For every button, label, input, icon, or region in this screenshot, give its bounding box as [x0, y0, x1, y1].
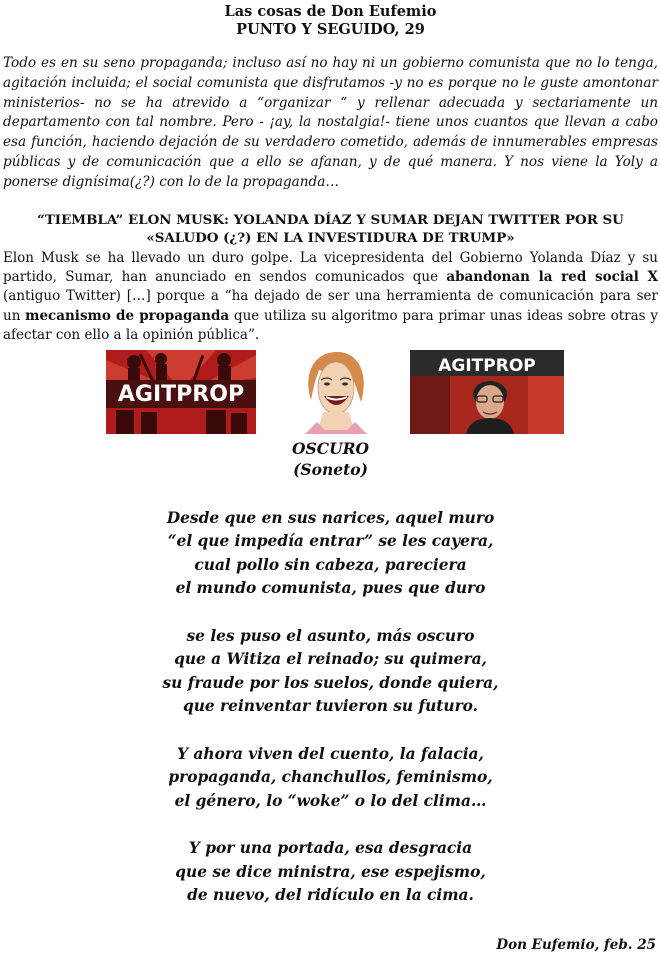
document-title [3, 3, 658, 39]
sonnet [3, 507, 658, 908]
verse-line: de nuevo, del ridículo en la cima. [187, 886, 474, 905]
document-page [0, 3, 660, 957]
verse-line: “el que impedía entrar” se les cayera, [167, 532, 494, 551]
title-line-1: Las cosas de Don Eufemio [224, 3, 437, 20]
headline-line-1: “TIEMBLA” ELON MUSK: YOLANDA DÍAZ Y SUMAR DEJAN TWITTER POR SU [37, 211, 624, 228]
verse-line: propaganda, chanchullos, feminismo, [168, 768, 493, 787]
verse-line: el mundo comunista, pues que duro [175, 579, 486, 598]
verse-line: Y ahora viven del cuento, la falacia, [177, 744, 484, 763]
article-headline [3, 211, 658, 248]
author-signature: Don Eufemio, feb. 25 [496, 937, 656, 953]
verse-line: cual pollo sin cabeza, pareciera [194, 555, 467, 574]
stanza-1 [3, 507, 658, 601]
title-line-2: PUNTO Y SEGUIDO, 29 [236, 21, 425, 38]
agitprop-poster-left [106, 350, 256, 434]
caricature-illustration [297, 350, 375, 434]
verse-line: se les puso el asunto, más oscuro [186, 626, 475, 645]
verse-line: que a Witiza el reinado; su quimera, [174, 650, 487, 669]
article-body [3, 249, 658, 346]
intro-paragraph: Todo es en su seno propaganda; incluso así no hay ni un gobierno comunista que no lo tenga, agitación incluida; el social comunista que disfrutamos -y no es porque no le guste amontonar ministerios- no se ha atrevido a “organizar “ y rellenar adecuada y sectariamente un departamento con tal nombre. Pero - ¡ay, la nostalgia!- tiene unos cuantos que llevan a cabo esa función, haciendo dejación de su verdadero cometido, además de innumerables empresas públicas y de comunicación que a ello se afanan, y de qué manera. Y nos viene la Yoly a ponerse dignísima(¿?) con lo de la propaganda… [3, 55, 658, 190]
poem-title: OSCURO [292, 438, 369, 458]
verse-line: que se dice ministra, ese espejismo, [175, 862, 486, 881]
agitprop-poster-right [410, 350, 564, 434]
verse-line: su fraude por los suelos, donde quiera, [162, 673, 499, 692]
body-text-3: que utiliza su algoritmo para primar unas ideas sobre otras y afectar con ello a la opinión pública”. [3, 307, 658, 344]
headline-line-2: «SALUDO (¿?) EN LA INVESTIDURA DE TRUMP» [146, 230, 515, 247]
illustration-row [3, 350, 658, 436]
body-bold-2: mecanismo de propaganda [25, 307, 230, 324]
verse-line: el género, lo “woke” o lo del clima… [174, 791, 487, 810]
verse-line: que reinventar tuvieron su futuro. [182, 697, 479, 716]
stanza-2 [3, 625, 658, 719]
poem-subtitle: (Soneto) [293, 459, 368, 479]
verse-line: Desde que en sus narices, aquel muro [166, 508, 495, 527]
stanza-3 [3, 743, 658, 814]
stanza-4 [3, 837, 658, 908]
poster-left-text: AGITPROP [117, 381, 245, 407]
verse-line: Y por una portada, esa desgracia [188, 839, 473, 858]
body-bold-1: abandonan la red social X [446, 268, 658, 285]
poster-right-text: AGITPROP [438, 355, 536, 376]
body-text-2: (antiguo Twitter) […] porque a “ha dejado de ser una herramienta de comunicación para ser un [3, 288, 658, 324]
body-text-1: Elon Musk se ha llevado un duro golpe. La vicepresidenta del Gobierno Yolanda Díaz y su partido, Sumar, han anunciado en sendos comunicados que [3, 249, 658, 285]
